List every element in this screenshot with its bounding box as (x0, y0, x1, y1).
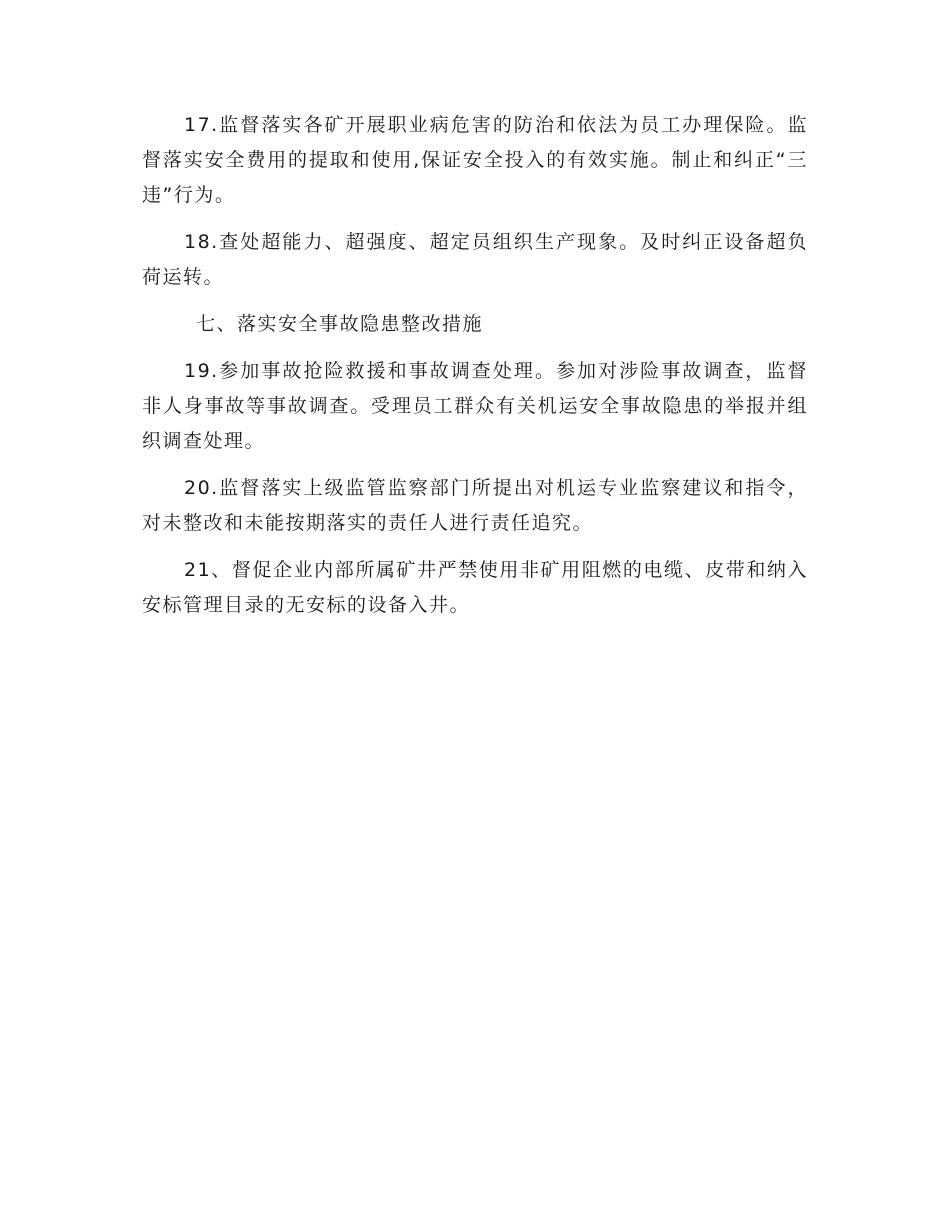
document-body (142, 108, 808, 635)
paragraph-19: 19.参加事故抢险救援和事故调查处理。参加对涉险事故调查，监督非人身事故等事故调查。受理员工群众有关机运安全事故隐患的举报并组织调查处理。 (142, 360, 808, 452)
paragraph-17: 17.监督落实各矿开展职业病危害的防治和依法为员工办理保险。监督落实安全费用的提取和使用,保证安全投入的有效实施。制止和纠正“三违”行为。 (142, 114, 808, 206)
paragraph-18: 18.查处超能力、超强度、超定员组织生产现象。及时纠正设备超负荷运转。 (142, 231, 808, 288)
paragraph-21: 21、督促企业内部所属矿井严禁使用非矿用阻燃的电缆、皮带和纳入安标管理目录的无安标的设备入井。 (142, 559, 808, 616)
paragraph-20: 20.监督落实上级监管监察部门所提出对机运专业监察建议和指令，对未整改和未能按期落实的责任人进行责任追究。 (142, 477, 808, 534)
section-heading-7: 七、落实安全事故隐患整改措施 (196, 313, 484, 335)
